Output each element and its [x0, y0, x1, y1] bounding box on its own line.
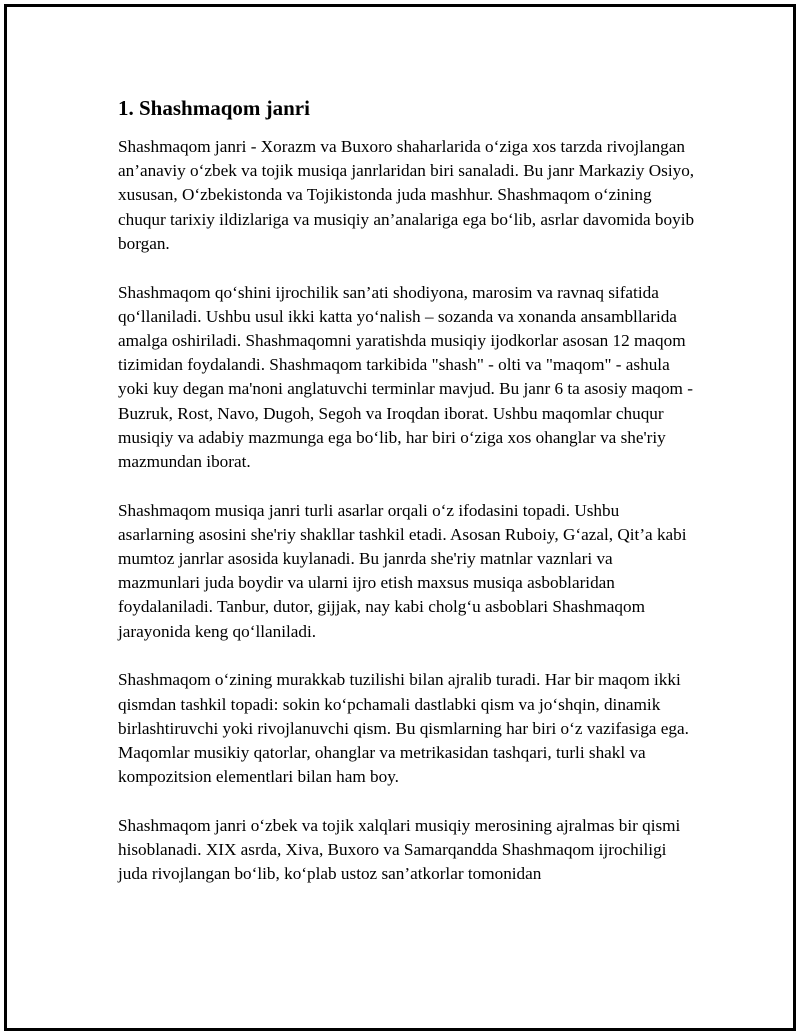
paragraph-3: Shashmaqom musiqa janri turli asarlar orqali o‘z ifodasini topadi. Ushbu asarlarning asosini she'riy shakllar tashkil etadi. Asosan Ruboiy, G‘azal, Qit’a kabi mumtoz janrlar asosida kuylanadi. Bu janrda she'riy matnlar vaznlari va mazmunlari juda boydir va ularni ijro etish maxsus musiqa asboblaridan foydalaniladi. Tanbur, dutor, gijjak, nay kabi cholg‘u asboblari Shashmaqom jarayonida keng qo‘llaniladi.: [118, 500, 687, 641]
paragraph-4: Shashmaqom o‘zining murakkab tuzilishi bilan ajralib turadi. Har bir maqom ikki qismdan tashkil topadi: sokin ko‘pchamali dastlabki qism va jo‘shqin, dinamik birlashtiruvchi yoki rivojlanuvchi qism. Bu qismlarning har biri o‘z vazifasiga ega. Maqomlar musikiy qatorlar, ohanglar va metrikasidan tashqari, turli shakl va kompozitsion elementlari bilan ham boy.: [118, 670, 689, 787]
section-heading: 1. Shashmaqom janri: [118, 96, 310, 120]
paragraph-2: Shashmaqom qo‘shini ijrochilik san’ati shodiyona, marosim va ravnaq sifatida qo‘llaniladi. Ushbu usul ikki katta yo‘nalish – sozanda va xonanda ansambllarida amalga oshiriladi. Shashmaqomni yaratishda musiqiy ijodkorlar asosan 12 maqom tizimidan foydalandi. Shashmaqom tarkibida "shash" - olti va "maqom" - ashula yoki kuy degan ma'noni anglatuvchi terminlar mavjud. Bu janr 6 ta asosiy maqom - Buzruk, Rost, Navo, Dugoh, Segoh va Iroqdan iborat. Ushbu maqomlar chuqur musiqiy va adabiy mazmunga ega bo‘lib, har biri o‘ziga xos ohanglar va she'riy mazmundan iborat.: [118, 282, 693, 471]
paragraph-1: Shashmaqom janri - Xorazm va Buxoro shaharlarida o‘ziga xos tarzda rivojlangan an’anaviy o‘zbek va tojik musiqa janrlaridan biri sanaladi. Bu janr Markaziy Osiyo, xususan, O‘zbekistonda va Tojikistonda juda mashhur. Shashmaqom o‘zining chuqur tarixiy ildizlariga va musiqiy an’analariga ega bo‘lib, asrlar davomida boyib borgan.: [118, 137, 695, 253]
paragraph-5: Shashmaqom janri o‘zbek va tojik xalqlari musiqiy merosining ajralmas bir qismi hisoblanadi. XIX asrda, Xiva, Buxoro va Samarqandda Shashmaqom ijrochiligi juda rivojlangan bo‘lib, ko‘plab ustoz san’atkorlar tomonidan: [118, 815, 681, 884]
document-body: [118, 95, 698, 911]
